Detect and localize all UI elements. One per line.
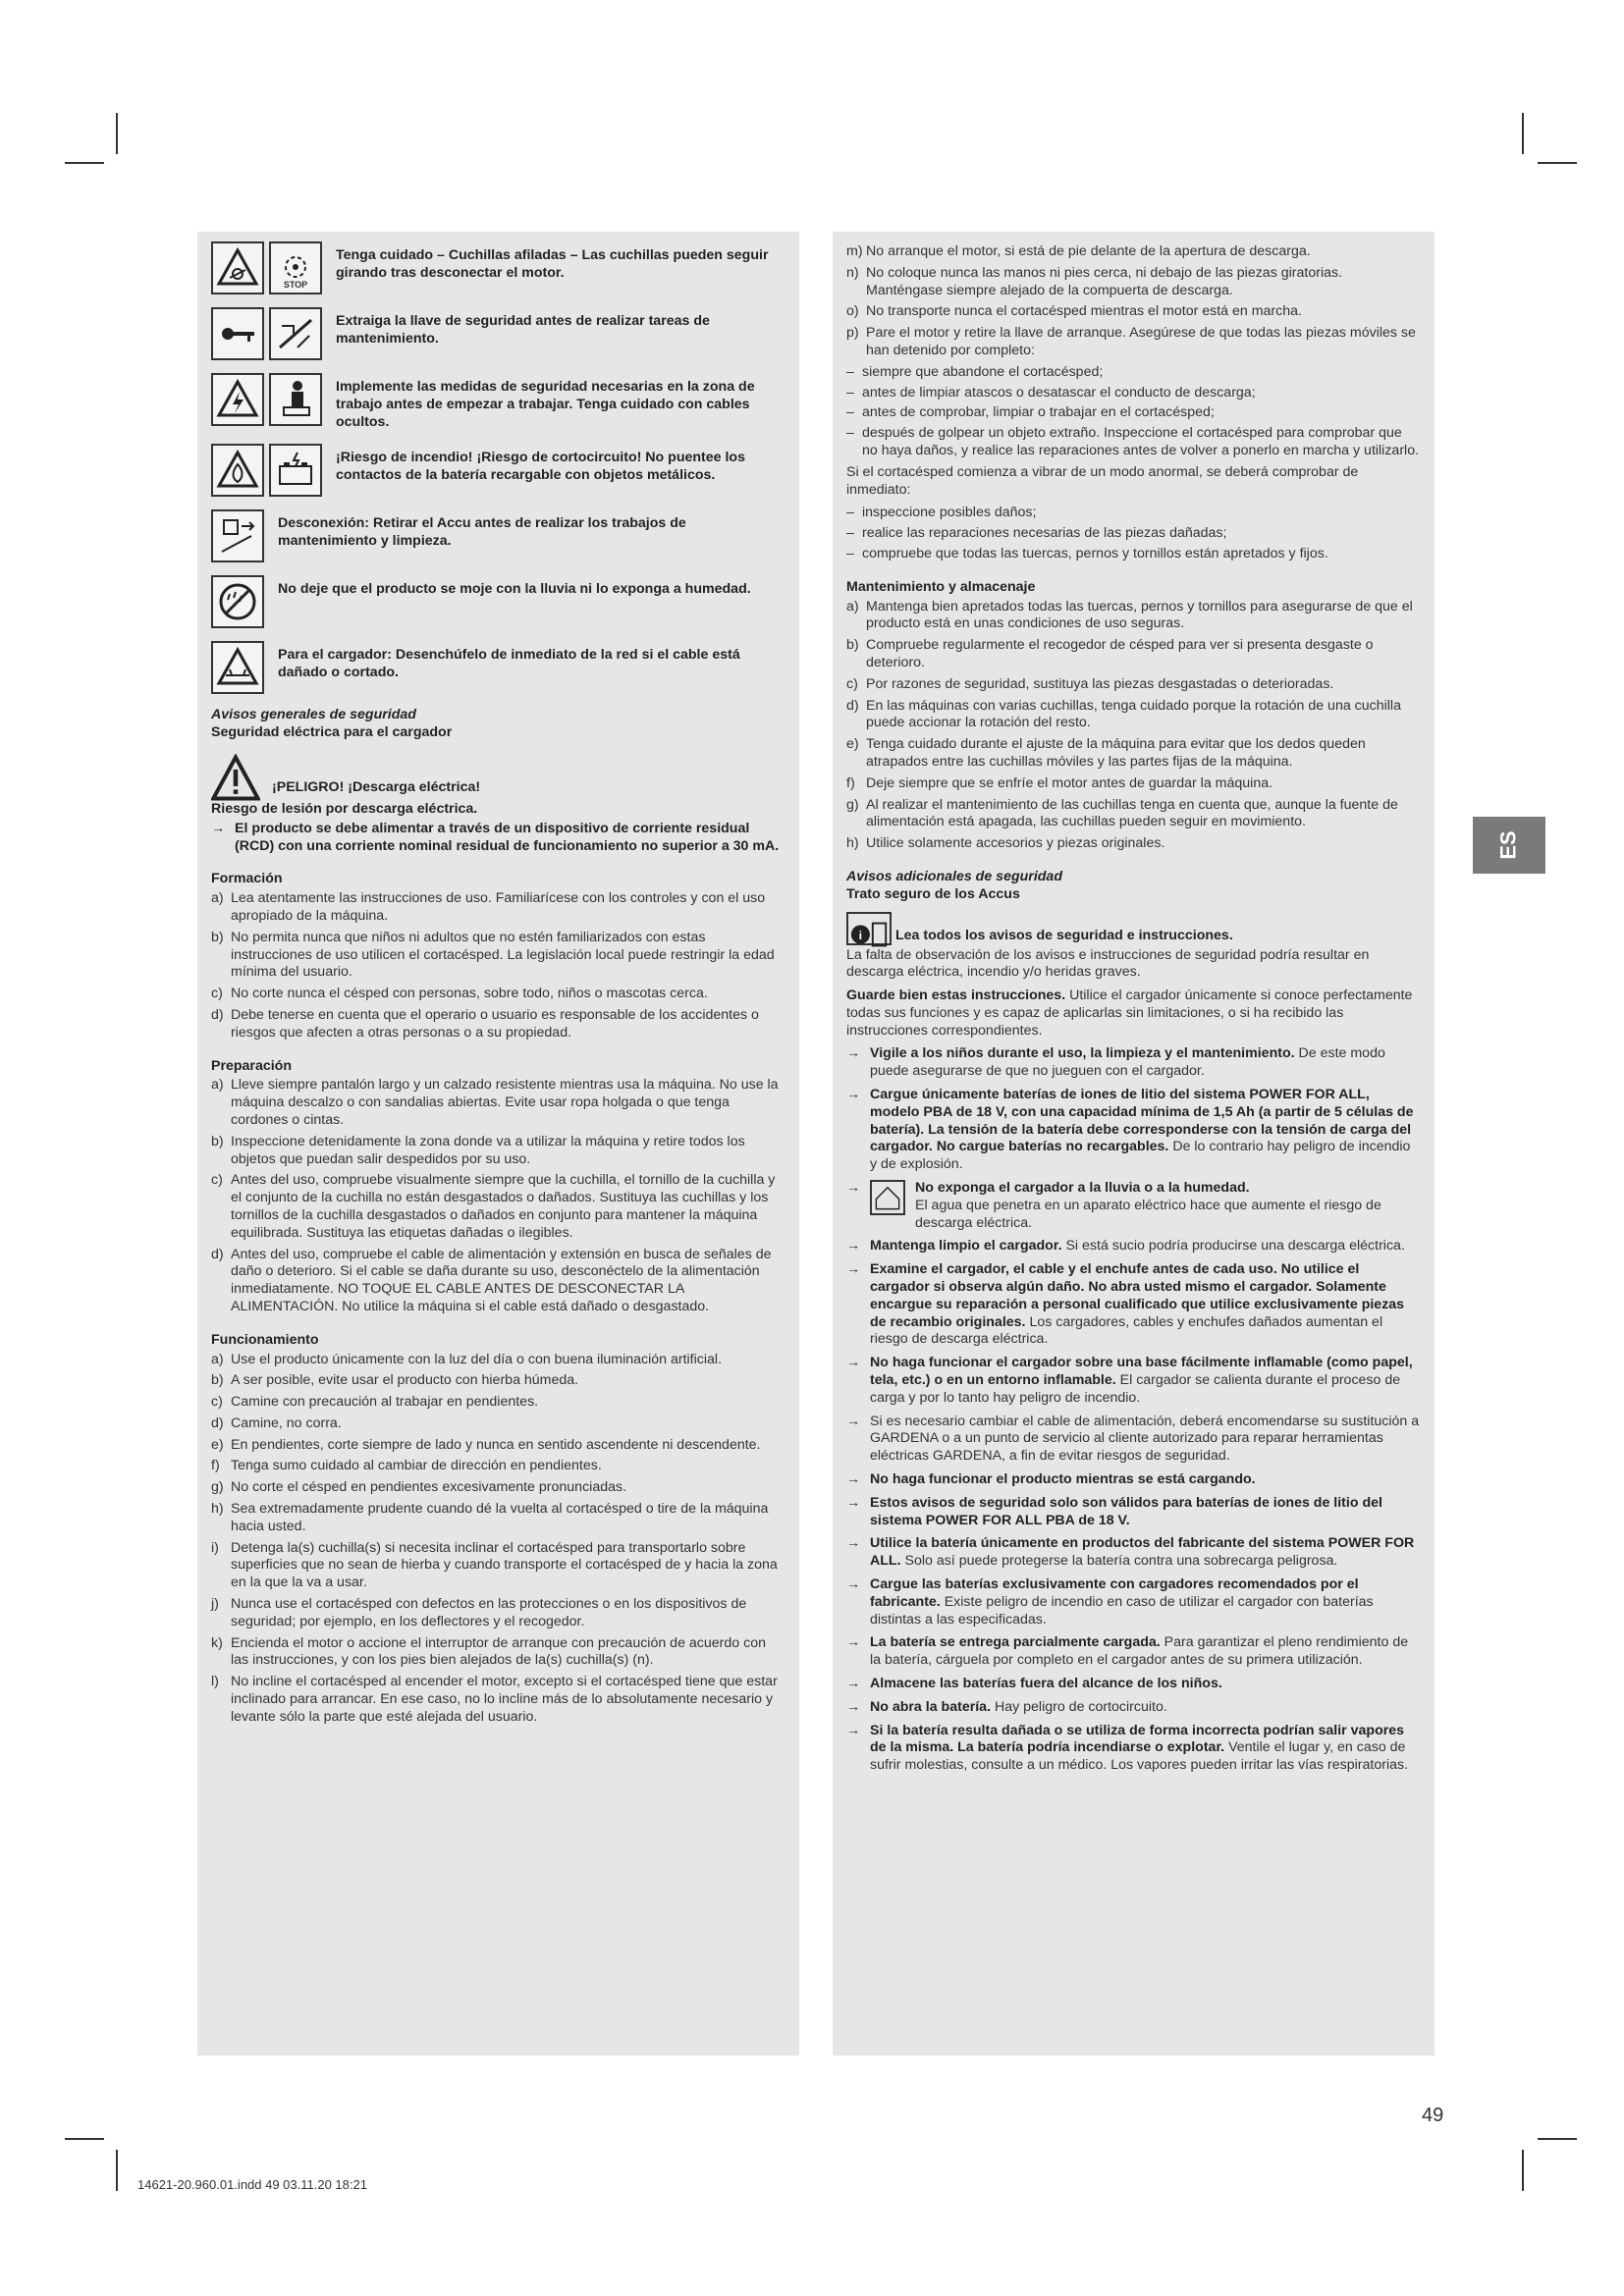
read-manual-box [846, 912, 892, 945]
icon-warning-text: Para el cargador: Desenchúfelo de inmediato de la red si el cable está dañado o cortado. [278, 647, 740, 681]
item-text: Lea atentamente las instrucciones de uso. Familiarícese con los controles y con el uso apropiado de la máquina. [231, 890, 766, 924]
read-all-row [846, 912, 1421, 945]
section-heading: Formación [211, 871, 283, 887]
crop-mark [65, 2138, 104, 2140]
dash-text: antes de comprobar, limpiar o trabajar en el cortacésped; [862, 404, 1215, 421]
crop-mark [116, 2150, 118, 2191]
item-label: e) [211, 1436, 224, 1453]
rotating-blade-stop-icon [274, 247, 317, 281]
icon-warning-text: Implemente las medidas de seguridad necesarias en la zona de trabajo antes de empezar a trabajar. Tenga cuidado con cables ocultos. [336, 379, 755, 430]
icon-warning [211, 241, 785, 294]
item-text: Use el producto únicamente con la luz del día o con buena iluminación artificial. [231, 1351, 723, 1367]
language-tab: ES [1473, 817, 1545, 874]
item-text: Camine con precaución al trabajar en pendientes. [231, 1394, 539, 1411]
dash-item [846, 505, 1421, 522]
dash-text: antes de limpiar atascos o desatascar el conducto de descarga; [862, 384, 1256, 400]
warning-triangle-icon [216, 246, 259, 290]
list-item [846, 265, 1421, 300]
list-item [211, 1172, 785, 1242]
icon-warning [211, 641, 785, 694]
arrow-text [870, 1045, 1421, 1081]
arrow-icon: → [846, 1355, 861, 1371]
arrow-bold: No haga funcionar el cargador sobre una base fácilmente inflamable (como papel, tela, etc.) o en un entorno inflamable. [870, 1355, 1413, 1389]
item-text: No corte el césped en pendientes excesivamente pronunciadas. [231, 1479, 627, 1496]
list-item [211, 1479, 785, 1497]
house-rain-icon [872, 1182, 903, 1213]
item-text: No coloque nunca las manos ni pies cerca, ni debajo de las piezas giratorias. Manténgase siempre alejado de la compuerta de descarga. [866, 264, 1343, 298]
icon-box [269, 373, 322, 426]
house-rain-box [870, 1180, 905, 1215]
danger-icon-wrap [211, 754, 260, 797]
list-item [846, 303, 1421, 321]
list-item [211, 1134, 785, 1169]
list-item [211, 1674, 785, 1726]
warning-icons [211, 373, 322, 426]
item-text: Al realizar el mantenimiento de las cuchillas tenga en cuenta que, aunque la fuente de alimentación está apagada, las cuchillas pueden seguir en movimiento. [866, 796, 1398, 830]
arrow-bold: Cargue las baterías exclusivamente con cargadores recomendados por el fabricante. [870, 1576, 1359, 1610]
item-text: Detenga la(s) cuchilla(s) si necesita inclinar el cortacésped para transportarlo sobre superficies que no sean de hierba y cuando transporte el cortacésped de y hacia la zona en la que la va a usar. [231, 1539, 778, 1591]
item-label: d) [211, 1415, 224, 1431]
item-text: Pare el motor y retire la llave de arranque. Asegúrese de que todas las piezas móviles se han detenido por completo: [866, 325, 1416, 358]
list-item [211, 1352, 785, 1369]
item-label: b) [211, 929, 224, 945]
warning-icons [211, 509, 264, 562]
item-label: g) [846, 796, 859, 813]
item-label: b) [211, 1133, 224, 1149]
electric-heading: Seguridad eléctrica para el cargador [211, 724, 453, 741]
item-label: d) [211, 1006, 224, 1023]
arrow-bold: Mantenga limpio el cargador. [870, 1238, 1062, 1255]
list-item [846, 797, 1421, 832]
dash-item [846, 525, 1421, 543]
list-item [846, 325, 1421, 360]
icon-box [211, 241, 264, 294]
arrow-bold: Cargue únicamente baterías de iones de litio del sistema POWER FOR ALL, modelo PBA de 18 V, con una capacidad mínima de 1,5 Ah (a partir de 5 células de batería). La tensión de la batería debe corresponderse con la tensión de carga del cargador. No cargue baterías no recargables. [870, 1087, 1414, 1155]
arrow-body: De este modo puede asegurarse de que no jueguen con el cargador. [870, 1045, 1385, 1080]
arrow-icon: → [846, 1261, 861, 1278]
dash-item [846, 385, 1421, 402]
arrow-body: Ventile el lugar y, en caso de sufrir molestias, consulte a un médico. Los vapores pueden irritar las vías respiratorias. [870, 1739, 1409, 1774]
arrow-body: Existe peligro de incendio en caso de utilizar el cargador con baterías distintas a las especificadas. [870, 1593, 1374, 1628]
print-footer: 14621-20.960.01.indd 49 03.11.20 18:21 [137, 2177, 367, 2192]
list-item [211, 1415, 785, 1433]
item-label: k) [211, 1634, 223, 1651]
read-all-body: La falta de observación de los avisos e instrucciones de seguridad podría resultar en descarga eléctrica, incendio y/o heridas graves. [846, 946, 1370, 981]
item-label: f) [211, 1458, 220, 1474]
item-text: Por razones de seguridad, sustituya las piezas desgastadas o deterioradas. [866, 675, 1334, 692]
arrow-icon: → [846, 1698, 861, 1715]
maintenance-heading: Mantenimiento y almacenaje [846, 578, 1036, 595]
fire-warning-icon [216, 449, 259, 492]
item-text: Sea extremadamente prudente cuando dé la vuelta al cortacésped o tire de la máquina hacia usted. [231, 1501, 769, 1534]
arrow-icon: → [846, 1471, 861, 1488]
arrow-icon: → [846, 1494, 861, 1511]
crop-mark [1538, 162, 1577, 164]
arrow-text [870, 1495, 1421, 1530]
accu-heading: Trato seguro de los Accus [846, 885, 1020, 902]
list-item [846, 835, 1421, 853]
crop-mark [1538, 2138, 1577, 2140]
icon-warning [211, 373, 785, 431]
item-text: Tenga sumo cuidado al cambiar de dirección en pendientes. [231, 1458, 602, 1474]
item-text: No arranque el motor, si está de pie delante de la apertura de descarga. [866, 243, 1311, 259]
arrow-item [846, 1676, 1421, 1693]
item-label: h) [211, 1501, 224, 1518]
item-label: c) [211, 1394, 223, 1411]
item-text: Tenga cuidado durante el ajuste de la máquina para evitar que los dedos queden atrapados entre las cuchillas móviles y las partes fijas de la máquina. [866, 736, 1366, 770]
item-text: Antes del uso, compruebe visualmente siempre que la cuchilla, el tornillo de la cuchilla y el conjunto de la cuchilla no están desgastados o dañados. Sustituya las cuchillas y los tornillos de la cuchilla desgastados o dañados en conjunto para mantener la máquina equilibrada. Sustituya las etiquetas dañadas o ilegibles. [231, 1172, 776, 1241]
keep-bold: Guarde bien estas instrucciones. [846, 988, 1066, 1004]
list-item [846, 637, 1421, 672]
list-item [846, 676, 1421, 694]
dash-item [846, 364, 1421, 382]
dash-mark: – [846, 425, 854, 442]
item-label: i) [211, 1539, 219, 1556]
left-column [197, 232, 799, 2056]
dash-mark: – [846, 505, 854, 521]
arrow-item [846, 1087, 1421, 1174]
arrow-bold: Utilice la batería únicamente en productos del fabricante del sistema POWER FOR ALL. [870, 1535, 1415, 1570]
arrow-icon: → [211, 820, 226, 836]
arrow-text [870, 1238, 1421, 1255]
read-all-text: Lea todos los avisos de seguridad e instrucciones. [895, 927, 1233, 943]
item-label: o) [846, 303, 859, 320]
item-label: j) [211, 1596, 219, 1613]
arrow-item [846, 1699, 1421, 1717]
arrow-item [846, 1180, 1421, 1232]
operator-mower-icon [274, 378, 317, 421]
arrow-item [846, 1045, 1421, 1081]
dash-mark: – [846, 404, 854, 421]
item-text: Camine, no corra. [231, 1415, 342, 1431]
item-label: h) [846, 835, 859, 852]
item-text: Antes del uso, compruebe el cable de alimentación y extensión en busca de señales de daño o deterioro. Si el cable se daña durante su uso, desconéctelo de la alimentación inmediatamente. NO TOQUE EL CABLE ANTES DE DESCONECTAR LA ALIMENTACIÓN. No utilice la máquina si el cable está dañado o desgastado. [231, 1246, 772, 1314]
arrow-icon: → [846, 1675, 861, 1691]
arrow-item [846, 1238, 1421, 1255]
item-text: Utilice solamente accesorios y piezas originales. [866, 835, 1165, 852]
arrow-text [870, 1699, 1421, 1717]
list-item [846, 243, 1421, 261]
arrow-bold: No haga funcionar el producto mientras se está cargando. [870, 1471, 1256, 1488]
general-heading: Avisos generales de seguridad [211, 707, 416, 723]
list-item [211, 1247, 785, 1316]
arrow-text [870, 1414, 1421, 1466]
arrow-text [870, 1676, 1421, 1693]
item-text: A ser posible, evite usar el producto con hierba húmeda. [231, 1372, 579, 1389]
item-text: Lleve siempre pantalón largo y un calzado resistente mientras usa la máquina. No use la máquina descalzo o con sandalias abiertas. Evite usar ropa holgada o que tenga cordones o cintas. [231, 1077, 779, 1128]
svg-text:i: i [858, 928, 863, 942]
dash-text: inspeccione posibles daños; [862, 505, 1037, 521]
arrow-text [870, 1634, 1421, 1670]
arrow-icon: → [846, 1576, 861, 1592]
item-label: g) [211, 1479, 224, 1496]
warning-electric-icon [216, 378, 259, 421]
list-item [211, 930, 785, 982]
item-label: d) [846, 697, 859, 714]
dash-text: después de golpear un objeto extraño. Inspeccione el cortacésped para comprobar que no haya daños, y realice las reparaciones antes de volver a ponerlo en marcha y utilizarlo. [862, 425, 1420, 458]
arrow-icon: → [846, 1413, 861, 1429]
arrow-item [846, 1535, 1421, 1571]
warning-icons [211, 444, 322, 497]
arrow-inner [915, 1180, 1421, 1232]
icon-warning [211, 509, 785, 562]
icon-box [211, 373, 264, 426]
list-item [846, 736, 1421, 772]
arrow-icon: → [846, 1722, 861, 1738]
list-item [211, 1501, 785, 1536]
dash-text: siempre que abandone el cortacésped; [862, 363, 1104, 380]
list-item [211, 986, 785, 1003]
icon-warning [211, 575, 785, 628]
keep-body: Utilice el cargador únicamente si conoce perfectamente todas sus funciones y es capaz de aplicarlas sin limitaciones, o si ha recibido las instrucciones correspondientes. [846, 988, 1413, 1039]
no-rain-icon [216, 580, 259, 623]
page-number: 49 [1422, 2105, 1444, 2126]
item-label: c) [211, 1172, 223, 1189]
danger-label: ¡PELIGRO! ¡Descarga eléctrica! [272, 779, 481, 796]
arrow-body: Hay peligro de cortocircuito. [994, 1698, 1167, 1715]
arrow-bold: No abra la batería. [870, 1698, 992, 1715]
arrow-body: Solo así puede protegerse la batería contra una sobrecarga peligrosa. [904, 1553, 1338, 1570]
arrow-item [846, 1471, 1421, 1489]
arrow-icon: → [846, 1045, 861, 1062]
arrow-item [846, 1355, 1421, 1407]
item-text: No incline el cortacésped al encender el motor, excepto si el cortacésped tiene que estar inclinado para arrancar. En ese caso, no lo incline más de lo absolutamente necesario y levante sólo la parte que esté alejada del usuario. [231, 1674, 778, 1725]
item-label: p) [846, 325, 859, 342]
arrow-body: Para garantizar el pleno rendimiento de la batería, cárguela por completo en el cargador antes de su primera utilización. [870, 1634, 1409, 1669]
item-text: Mantenga bien apretados todas las tuercas, pernos y tornillos para asegurarse de que el producto está en unas condiciones de uso seguras. [866, 598, 1413, 632]
item-label: a) [211, 1077, 224, 1094]
icon-box [211, 444, 264, 497]
list-item [211, 1635, 785, 1671]
icon-box [211, 575, 264, 628]
additional-heading: Avisos adicionales de seguridad [846, 868, 1062, 884]
warning-icons [211, 641, 264, 694]
arrow-body: Los cargadores, cables y enchufes dañados aumentan el riesgo de descarga eléctrica. [870, 1313, 1383, 1348]
section-heading: Funcionamiento [211, 1331, 319, 1348]
arrow-bold: Examine el cargador, el cable y el enchufe antes de cada uso. No utilice el cargador si observa algún daño. No abra usted mismo el cargador. Solamente encargue su reparación a personal cualificado que utilice exclusivamente piezas de recambio originales. [870, 1261, 1405, 1330]
arrow-body: El agua que penetra en un aparato eléctrico hace que aumente el riesgo de descarga eléctrica. [915, 1197, 1381, 1231]
crop-mark [1522, 113, 1524, 154]
list-item [211, 1540, 785, 1592]
item-text: No transporte nunca el cortacésped mientras el motor está en marcha. [866, 303, 1302, 320]
item-label: a) [211, 1351, 224, 1367]
item-label: n) [846, 264, 859, 281]
arrow-item [846, 1576, 1421, 1629]
list-item [846, 599, 1421, 634]
crop-mark [1522, 2150, 1524, 2191]
list-item [211, 1458, 785, 1475]
item-label: f) [846, 774, 855, 791]
arrow-text [870, 1180, 1421, 1232]
arrow-text [870, 1576, 1421, 1629]
icon-warning-text: Tenga cuidado – Cuchillas afiladas – Las cuchillas pueden seguir girando tras desconectar el motor. [336, 247, 769, 281]
danger-notice [211, 754, 785, 797]
arrow-icon: → [846, 1087, 861, 1103]
vibrate-text: Si el cortacésped comienza a vibrar de un modo anormal, se deberá comprobar de inmediato: [846, 463, 1359, 498]
icon-box [269, 241, 322, 294]
list-item [846, 775, 1421, 793]
item-text: Deje siempre que se enfríe el motor antes de guardar la máquina. [866, 774, 1273, 791]
list-item [211, 1596, 785, 1631]
warning-icons [211, 575, 264, 628]
warning-icons [211, 241, 322, 294]
arrow-body: De lo contrario hay peligro de incendio y de explosión. [870, 1139, 1411, 1173]
dash-mark: – [846, 384, 854, 400]
arrow-icon: → [846, 1634, 861, 1651]
icon-warning [211, 307, 785, 360]
arrow-bold: Estos avisos de seguridad solo son válidos para baterías de iones de litio del sistema POWER FOR ALL PBA de 18 V. [870, 1494, 1382, 1528]
icon-warning-text: Extraiga la llave de seguridad antes de realizar tareas de mantenimiento. [336, 313, 710, 347]
item-label: d) [211, 1246, 224, 1262]
item-label: b) [846, 637, 859, 654]
arrow-bold: Almacene las baterías fuera del alcance de los niños. [870, 1675, 1222, 1691]
item-label: b) [211, 1372, 224, 1389]
rcd-text: El producto se debe alimentar a través de un dispositivo de corriente residual (RCD) con una corriente nominal residual de funcionamiento no superior a 30 mA. [235, 820, 780, 854]
item-label: l) [211, 1674, 219, 1690]
arrow-bold: No exponga el cargador a la lluvia o a la humedad. [915, 1180, 1250, 1197]
arrow-bold: La batería se entrega parcialmente cargada. [870, 1634, 1161, 1651]
list-item [211, 1372, 785, 1390]
dash-item [846, 425, 1421, 460]
icon-warning [211, 444, 785, 497]
arrow-item [846, 1261, 1421, 1349]
arrow-item [846, 1723, 1421, 1775]
danger-triangle-icon [211, 754, 260, 803]
arrow-icon: → [846, 1180, 861, 1197]
arrow-item [846, 1634, 1421, 1670]
item-label: a) [211, 890, 224, 907]
arrow-item [846, 1495, 1421, 1530]
item-text: No permita nunca que niños ni adultos que no estén familiarizados con estas instrucciones de uso utilicen el cortacésped. La legislación local puede restringir la edad mínima del usuario. [231, 929, 775, 981]
warning-icons [211, 307, 322, 360]
dash-text: compruebe que todas las tuercas, pernos y tornillos están apretados y fijos. [862, 545, 1328, 561]
arrow-body: Si es necesario cambiar el cable de alimentación, deberá encomendarse su sustitución a GARDENA o a un punto de servicio al cliente autorizado para reparar herramientas eléctricas GARDENA, a fin de evitar riesgos de seguridad. [870, 1413, 1420, 1465]
arrow-bold: Vigile a los niños durante el uso, la limpieza y el mantenimiento. [870, 1045, 1295, 1062]
arrow-text [870, 1723, 1421, 1775]
dash-mark: – [846, 363, 854, 380]
list-item [846, 698, 1421, 733]
item-text: Debe tenerse en cuenta que el operario o usuario es responsable de los accidentes o riesgos que afecten a otras personas o a su propiedad. [231, 1006, 759, 1041]
dash-item [846, 546, 1421, 563]
arrow-text [870, 1471, 1421, 1489]
stop-label: STOP [283, 279, 308, 290]
arrow-text [870, 1535, 1421, 1571]
battery-short-circuit-icon [274, 449, 317, 492]
arrow-item [846, 1414, 1421, 1466]
list-item [211, 1437, 785, 1455]
disconnect-battery-icon [216, 514, 259, 558]
crop-mark [116, 113, 118, 154]
dash-item [846, 404, 1421, 422]
remove-key-icon [216, 312, 259, 355]
item-label: a) [846, 598, 859, 614]
item-label: e) [846, 736, 859, 753]
right-column [833, 232, 1435, 2056]
charger-cable-warning-icon [216, 646, 259, 689]
dash-mark: – [846, 545, 854, 561]
maintenance-icon [274, 312, 317, 355]
list-item [211, 1077, 785, 1129]
icon-box [211, 641, 264, 694]
item-label: m) [846, 243, 863, 259]
arrow-icon: → [846, 1535, 861, 1552]
item-text: Encienda el motor o accione el interruptor de arranque con precaución de acuerdo con las instrucciones, y con los pies bien alejados de la(s) cuchilla(s) (n). [231, 1634, 766, 1669]
arrow-icon: → [846, 1238, 861, 1255]
dash-mark: – [846, 525, 854, 542]
item-text: No corte nunca el césped con personas, sobre todo, niños o mascotas cerca. [231, 986, 708, 1002]
item-label: c) [846, 675, 858, 692]
icon-box [211, 307, 264, 360]
item-text: Compruebe regularmente el recogedor de césped para ver si presenta desgaste o deterioro. [866, 637, 1374, 670]
icon-warning-text: Desconexión: Retirar el Accu antes de realizar los trabajos de mantenimiento y limpieza. [278, 515, 686, 550]
list-item [211, 890, 785, 926]
icon-warning-text: ¡Riesgo de incendio! ¡Riesgo de cortocircuito! No puentee los contactos de la batería recargable con objetos metálicos. [336, 450, 745, 484]
icon-box [269, 307, 322, 360]
rcd-notice [211, 821, 785, 856]
item-text: En las máquinas con varias cuchillas, tenga cuidado porque la rotación de una cuchilla puede accionar la rotación del resto. [866, 697, 1401, 731]
item-text: Nunca use el cortacésped con defectos en las protecciones o en los dispositivos de seguridad; por ejemplo, en los deflectores y el recogedor. [231, 1596, 747, 1629]
item-text: Inspeccione detenidamente la zona donde va a utilizar la máquina y retire todos los objetos que puedan salir despedidos por su uso. [231, 1133, 745, 1167]
arrow-body: Si está sucio podría producirse una descarga eléctrica. [1065, 1238, 1405, 1255]
crop-mark [65, 162, 104, 164]
arrow-text [870, 1355, 1421, 1407]
section-heading: Preparación [211, 1057, 293, 1074]
arrow-bold: Si la batería resulta dañada o se utiliza de forma incorrecta podrían salir vapores de la misma. La batería podría incendiarse o explotar. [870, 1722, 1405, 1756]
icon-warning-text: No deje que el producto se moje con la lluvia ni lo exponga a humedad. [278, 581, 751, 598]
item-label: c) [211, 986, 223, 1002]
list-item [211, 1007, 785, 1042]
icon-box [211, 509, 264, 562]
danger-risk: Riesgo de lesión por descarga eléctrica. [211, 800, 478, 817]
arrow-text [870, 1087, 1421, 1174]
keep-paragraph [846, 988, 1421, 1040]
item-text: En pendientes, corte siempre de lado y nunca en sentido ascendente ni descendente. [231, 1436, 761, 1453]
arrow-text [870, 1261, 1421, 1349]
arrow-body: El cargador se calienta durante el proceso de carga y por lo tanto hay peligro de incendio. [870, 1372, 1401, 1406]
list-item [211, 1394, 785, 1412]
icon-box [269, 444, 322, 497]
dash-text: realice las reparaciones necesarias de las piezas dañadas; [862, 525, 1227, 542]
